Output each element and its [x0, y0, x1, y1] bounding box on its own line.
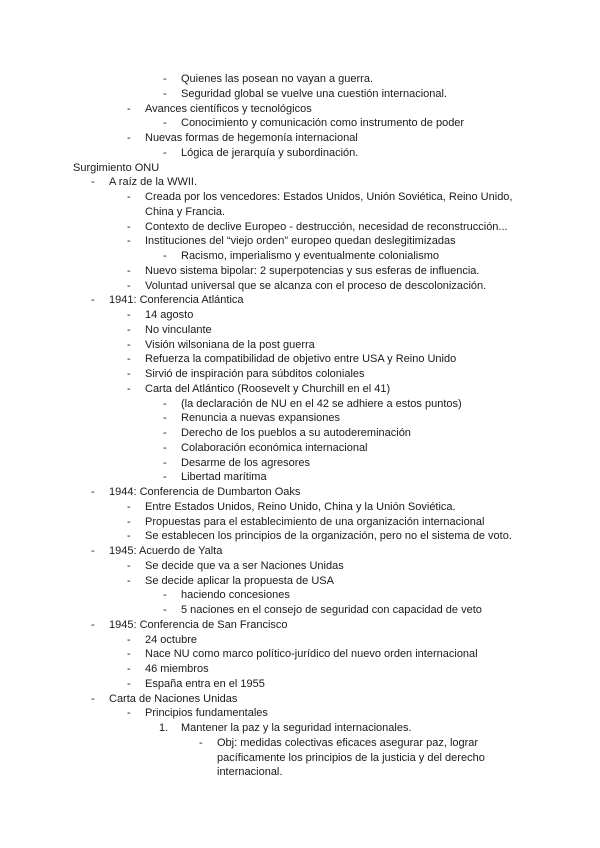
bullet-dash: -: [127, 264, 131, 277]
item-text: Mantener la paz y la seguridad internacionales.: [181, 722, 412, 734]
item-text: Se decide aplicar la propuesta de USA: [145, 574, 334, 587]
bullet-dash: -: [127, 648, 131, 661]
item-text: Desarme de los agresores: [181, 456, 311, 469]
bullet-dash: -: [163, 87, 167, 100]
bullet-dash: -: [163, 604, 167, 616]
item-text: Seguridad global se vuelve una cuestión internacional.: [181, 87, 448, 100]
bullet-dash: -: [163, 589, 167, 602]
bullet-dash: -: [199, 736, 203, 749]
bullet-dash: -: [91, 176, 95, 189]
bullet-dash: -: [127, 338, 131, 351]
bullet-dash: -: [127, 500, 131, 513]
item-text: Conocimiento y comunicación como instrumento de poder: [181, 117, 465, 130]
bullet-dash: -: [163, 456, 167, 469]
item-text: Refuerza la compatibilidad de objetivo entre USA y Reino Unido: [145, 353, 457, 366]
item-text: haciendo concesiones: [181, 589, 290, 602]
bullet-dash: -: [91, 486, 95, 498]
item-text: Visión wilsoniana de la post guerra: [145, 338, 315, 351]
item-text: Obj: medidas colectivas eficaces asegurar paz, lograr: [217, 736, 479, 749]
bullet-dash: -: [127, 279, 131, 292]
item-text: Lógica de jerarquía y subordinación.: [181, 146, 359, 159]
item-text: Colaboración económica internacional: [181, 441, 368, 454]
bullet-dash: -: [127, 515, 131, 528]
item-text: internacional.: [217, 766, 283, 779]
item-text: Se decide que va a ser Naciones Unidas: [145, 559, 344, 572]
bullet-dash: -: [91, 692, 95, 705]
item-text: Contexto de declive Europeo - destrucción, necesidad de reconstrucción...: [145, 220, 508, 233]
item-text: Sirvió de inspiración para súbditos coloniales: [145, 368, 365, 380]
item-text: Surgimiento ONU: [73, 161, 160, 174]
bullet-dash: -: [127, 663, 131, 675]
bullet-dash: -: [163, 441, 167, 454]
item-text: China y Francia.: [145, 205, 226, 218]
item-text: Nace NU como marco político-jurídico del nuevo orden internacional: [145, 648, 478, 661]
item-text: Propuestas para el establecimiento de una organización internacional: [145, 515, 485, 528]
item-text: 1941: Conferencia Atlántica: [109, 294, 244, 307]
item-text: (la declaración de NU en el 42 se adhiere a estos puntos): [181, 397, 462, 410]
item-text: Nuevo sistema bipolar: 2 superpotencias y sus esferas de influencia.: [145, 264, 480, 277]
bullet-dash: -: [127, 707, 131, 720]
item-text: 24 octubre: [145, 633, 197, 646]
item-text: 5 naciones en el consejo de seguridad con capacidad de veto: [181, 604, 482, 616]
bullet-dash: -: [127, 235, 131, 248]
bullet-dash: -: [163, 250, 167, 262]
bullet-dash: -: [163, 427, 167, 439]
bullet-dash: -: [127, 191, 131, 203]
item-text: Carta del Atlántico (Roosevelt y Churchill en el 41): [145, 382, 391, 395]
bullet-dash: -: [127, 574, 131, 587]
bullet-dash: -: [163, 412, 167, 425]
bullet-dash: -: [127, 323, 131, 336]
bullet-dash: -: [91, 294, 95, 307]
item-text: 1945: Conferencia de San Francisco: [109, 618, 288, 631]
item-text: España entra en el 1955: [145, 677, 265, 690]
item-text: No vinculante: [145, 323, 212, 336]
item-text: Nuevas formas de hegemonía internacional: [145, 132, 358, 144]
bullet-dash: -: [127, 309, 131, 321]
bullet-dash: -: [127, 368, 131, 380]
item-text: 46 miembros: [145, 663, 209, 675]
bullet-dash: -: [91, 618, 95, 631]
list-number: 1.: [159, 722, 169, 734]
item-text: Creada por los vencedores: Estados Unidos, Unión Soviética, Reino Unido,: [145, 191, 513, 203]
item-text: Derecho de los pueblos a su autodereminación: [181, 427, 411, 439]
item-text: 1945: Acuerdo de Yalta: [109, 545, 223, 557]
bullet-dash: -: [163, 117, 167, 130]
bullet-dash: -: [127, 559, 131, 572]
bullet-dash: -: [163, 73, 167, 85]
item-text: 1944: Conferencia de Dumbarton Oaks: [109, 486, 301, 498]
bullet-dash: -: [163, 471, 167, 484]
bullet-dash: -: [127, 530, 131, 543]
bullet-dash: -: [127, 102, 131, 115]
bullet-dash: -: [127, 353, 131, 366]
item-text: Voluntad universal que se alcanza con el proceso de descolonización.: [145, 279, 487, 292]
bullet-dash: -: [127, 220, 131, 233]
bullet-dash: -: [127, 132, 131, 144]
bullet-dash: -: [127, 633, 131, 646]
item-text: Instituciones del “viejo orden” europeo quedan deslegitimizadas: [145, 235, 456, 248]
bullet-dash: -: [163, 146, 167, 159]
bullet-dash: -: [91, 545, 95, 557]
item-text: 14 agosto: [145, 309, 194, 321]
item-text: Se establecen los principios de la organización, pero no el sistema de voto.: [145, 530, 512, 543]
bullet-dash: -: [127, 382, 131, 395]
bullet-dash: -: [163, 397, 167, 410]
item-text: Renuncia a nuevas expansiones: [181, 412, 341, 425]
item-text: Libertad marítima: [181, 471, 267, 484]
item-text: A raíz de la WWII.: [109, 176, 198, 189]
item-text: Avances científicos y tecnológicos: [145, 102, 312, 115]
item-text: pacíficamente los principios de la justicia y del derecho: [217, 751, 485, 764]
item-text: Entre Estados Unidos, Reino Unido, China y la Unión Soviética.: [145, 500, 456, 513]
bullet-dash: -: [127, 677, 131, 690]
item-text: Carta de Naciones Unidas: [109, 692, 238, 705]
item-text: Racismo, imperialismo y eventualmente colonialismo: [181, 250, 439, 262]
item-text: Principios fundamentales: [145, 707, 268, 720]
item-text: Quienes las posean no vayan a guerra.: [181, 73, 374, 85]
